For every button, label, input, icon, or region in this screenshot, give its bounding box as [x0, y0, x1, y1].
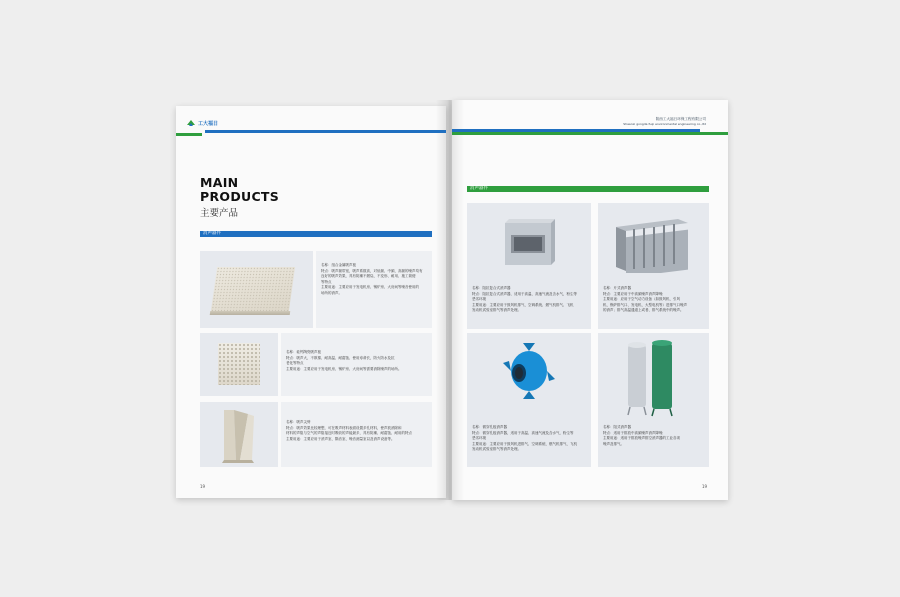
description-line: 发动机试验室排气等消声处理。	[472, 308, 521, 313]
description-line: 老化等特点	[286, 361, 304, 366]
description-line: 特点：吸声频带宽，吸声系数高，对低频、中频、高频的噪声均有	[321, 268, 423, 273]
sound-wedge-image	[218, 406, 260, 464]
page-number-right: 19	[702, 484, 708, 489]
description-line: 主要用途：主要应用于消声室、隔音室、噪音测量室以及消声设备等。	[286, 436, 395, 441]
product-description	[603, 286, 707, 314]
description-line: 名称：阻式消声器	[603, 425, 631, 429]
header-stripe-blue	[205, 130, 446, 133]
description-line: 名称：阻抗复合式消声器	[472, 286, 511, 290]
ceramic-panel-image	[218, 343, 260, 385]
description-line: 名称：微穿孔板消声器	[472, 425, 507, 429]
title-en-line1: MAIN	[200, 175, 239, 190]
description-line: 名称：硅钙陶瓷吸声板	[286, 350, 321, 354]
description-line: 特点：吸声大，不散棉、耐高温、耐腐蚀、使用寿命长，防火防水及抗	[286, 355, 395, 360]
title-zh: 主要产品	[200, 208, 239, 219]
baffle-silencer-image	[612, 217, 692, 273]
description-line: 主要用途：主要应用于发电机房、锅炉房、大房间等噪音使用的	[321, 285, 419, 290]
product-description	[603, 425, 707, 447]
product-panel	[598, 203, 709, 329]
description-line: 发动机试验室排气等消声处理。	[472, 447, 521, 452]
product-panel	[467, 333, 591, 467]
description-line: 恶劣环境	[472, 297, 486, 302]
description-line: 材料的声阻与空气的声阻接近时吸收的声能最多，具有防潮、耐腐蚀、耐用的特点	[286, 431, 412, 436]
company-name-zh: 陕西工大福日环保工程有限公司	[655, 117, 706, 121]
description-line: 特点：适用于排放中高频噪声消声降噪	[603, 430, 663, 435]
product-description	[286, 350, 430, 372]
description-line: 特点：微穿孔板消声器，适用于高温、高速气流及含水气，粉尘等	[472, 430, 574, 435]
page-number-left: 19	[200, 484, 206, 489]
section-label: 消声器件	[203, 231, 221, 236]
description-line: 名称：片式消声器	[603, 286, 631, 290]
description-line: 噪声及排气。	[603, 441, 624, 446]
description-line: 机、锅炉排气口、发电机、大型电机等）进排气口噪声	[603, 302, 687, 307]
silencer-box-image	[497, 217, 559, 269]
description-line: 恶劣环境	[472, 436, 486, 441]
product-description	[321, 263, 429, 297]
title-en-line2: PRODUCTS	[200, 189, 280, 204]
description-line: 场所的消声。	[321, 290, 342, 295]
product-description	[472, 425, 590, 453]
product-text-panel	[281, 333, 432, 396]
section-bar	[200, 231, 432, 237]
fan-silencer-image	[501, 341, 557, 403]
description-line: 主要用途：主要应用于鼓风机进排气、空调系统、燃气机排气、飞机	[472, 441, 577, 446]
logo-text: 工大福日	[198, 121, 219, 127]
description-line: 名称：组合金属吸声板	[321, 263, 356, 267]
section-label: 消声器件	[470, 186, 488, 191]
product-description	[472, 286, 590, 314]
description-line: 特点：阻抗复合式消声器，适用于高温、高速气流及含水气，粉尘等	[472, 291, 577, 296]
description-line: 主要用途：主要应用于发电机房、锅炉房、大房间等需要消除噪声的场所。	[286, 366, 402, 371]
logo-icon	[186, 118, 196, 128]
description-line: 主要用途：主要应用于鼓风机排气、空调系统、燃气机排气、飞机	[472, 302, 574, 307]
product-image-panel	[200, 251, 313, 328]
description-line: 良好的吸声效果，具有防潮不燃烧、不变形、耐用、施工简便	[321, 274, 416, 279]
description-line: 主要用途：适用于排放噪声排空消声器的工业各项	[603, 436, 680, 441]
header-stripe-green	[176, 133, 202, 136]
section-bar	[467, 186, 709, 192]
description-line: 主要用途：应用于空气动力设备（如鼓风机、引风	[603, 297, 680, 302]
spine-shadow	[436, 100, 464, 500]
product-image-panel	[200, 333, 278, 396]
product-panel	[467, 203, 591, 329]
product-description	[286, 420, 430, 442]
acoustic-panel-image	[211, 267, 295, 311]
acoustic-panel-edge	[210, 311, 291, 315]
description-line: 特点：吸声效果比较理想，可在吸声材料表面设置多孔材料，使声波消除和	[286, 425, 402, 430]
header-stripe-green	[452, 132, 728, 135]
product-panel	[598, 333, 709, 467]
company-name-en: Shaanxi gongda fuqi environmental engineering co.,ltd	[623, 122, 706, 126]
description-line: 的消声；排气高温通道上或者、排气系统中的噪声。	[603, 308, 684, 313]
description-line: 名称：吸声尖劈	[286, 420, 311, 424]
cylindrical-silencer-image	[622, 339, 682, 417]
product-image-panel	[200, 402, 278, 467]
description-line: 等特点	[321, 279, 332, 284]
description-line: 特点：主要应用于中高频噪声消声降噪	[603, 291, 663, 296]
product-text-panel	[281, 402, 432, 467]
product-text-panel	[316, 251, 432, 328]
